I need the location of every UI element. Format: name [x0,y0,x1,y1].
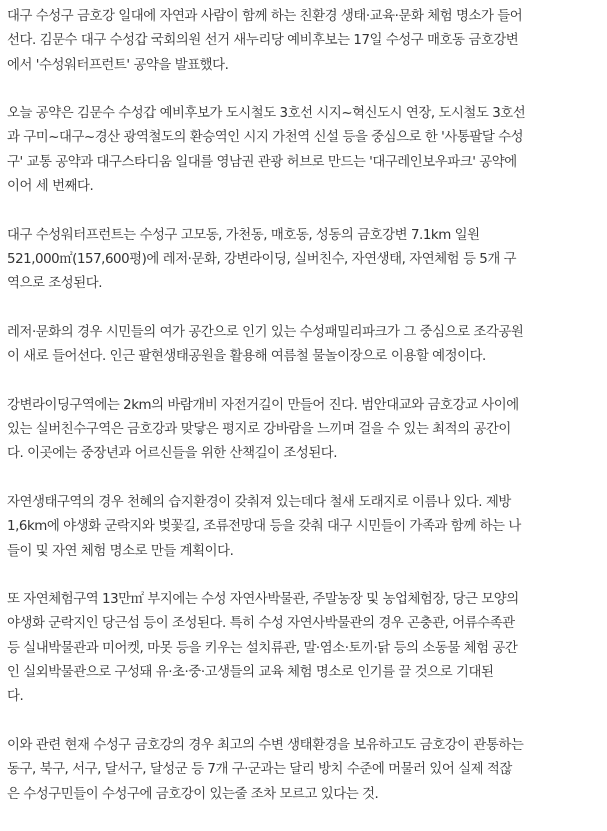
paragraph-nature-ecology [7,491,601,564]
text-line: 인 실외박물관으로 구성돼 유·초·중·고생들의 교육 체험 명소로 인기를 끌 것으로 기대된 [7,665,494,681]
text-line: 선다. 김문수 대구 수성갑 국회의원 선거 새누리당 예비후보는 17일 수성구 매호동 금호강변 [7,33,519,49]
paragraph-riding-silver [7,394,601,467]
text-line: 은 수성구민들이 수성구에 금호강이 있는줄 조차 모르고 있다는 것. [7,786,379,802]
text-line: 521,000㎡(157,600평)에 레저·문화, 강변라이딩, 실버친수, 자연생태, 자연체험 등 5개 구 [7,251,517,267]
text-line: 1,6km에 야생화 군락지와 벚꽃길, 조류전망대 등을 갖춰 대구 시민들이 가족과 함께 하는 나 [7,519,521,535]
text-line: 다. 이곳에는 중장년과 어르신들을 위한 산책길이 조성된다. [7,446,338,462]
text-line: 오늘 공약은 김문수 수성갑 예비후보가 도시철도 3호선 시지~혁신도시 연장, 도시철도 3호선 [7,106,526,122]
text-line: 에서 '수성워터프런트' 공약을 발표했다. [7,57,229,73]
article-body [7,5,601,831]
paragraph-nature-experience [7,588,601,709]
text-line: 다. [7,689,24,705]
text-line: 구' 교통 공약과 대구스타디움 일대를 영남권 관광 허브로 만드는 '대구레인보우파크' 공약에 [7,154,517,170]
paragraph-pledge-context [7,102,601,199]
text-line: 대구 수성워터프런트는 수성구 고모동, 가천동, 매호동, 성동의 금호강변 7.1km 일원 [7,227,480,243]
text-line: 대구 수성구 금호강 일대에 자연과 사람이 함께 하는 친환경 생태·교육·문화 체험 명소가 들어 [7,9,523,24]
text-line: 이 새로 들어선다. 인근 팔현생태공원을 활용해 여름철 물놀이장으로 이용할 예정이다. [7,349,486,365]
text-line: 레저·문화의 경우 시민들의 여가 공간으로 인기 있는 수성패밀리파크가 그 중심으로 조각공원 [7,324,524,340]
text-line: 역으로 조성된다. [7,276,103,292]
paragraph-intro [7,5,601,78]
paragraph-overview [7,224,601,297]
text-line: 강변라이딩구역에는 2km의 바람개비 자전거길이 만들어 진다. 범안대교와 금호강교 사이에 [7,397,519,413]
text-line: 들이 및 자연 체험 명소로 만들 계획이다. [7,543,234,559]
text-line: 또 자연체험구역 13만㎡ 부지에는 수성 자연사박물관, 주말농장 및 농업체험장, 당근 모양의 [7,592,519,608]
text-line: 이와 관련 현재 수성구 금호강의 경우 최고의 수변 생태환경을 보유하고도 금호강이 관통하는 [7,737,524,753]
text-line: 등 실내박물관과 미어켓, 마못 등을 키우는 설치류관, 말·염소·토끼·닭 등의 소동물 체험 공간 [7,640,518,656]
text-line: 동구, 북구, 서구, 달서구, 달성군 등 7개 구·군과는 달리 방치 수준에 머물러 있어 실제 적잖 [7,762,512,778]
text-line: 있는 실버친수구역은 금호강과 맞닿은 평지로 강바람을 느끼며 걸을 수 있는 최적의 공간이 [7,422,511,438]
text-line: 야생화 군락지인 당근섬 등이 조성된다. 특히 수성 자연사박물관의 경우 곤충관, 어류수족관 [7,616,515,632]
text-line: 이어 세 번째다. [7,179,94,195]
text-line: 과 구미~대구~경산 광역철도의 환승역인 시지 가천역 신설 등을 중심으로 한 '사통팔달 수성 [7,130,524,146]
paragraph-current-status [7,734,601,807]
text-line: 자연생태구역의 경우 천혜의 습지환경이 갖춰져 있는데다 철새 도래지로 이름나 있다. 제방 [7,494,511,510]
paragraph-leisure-culture [7,321,601,370]
